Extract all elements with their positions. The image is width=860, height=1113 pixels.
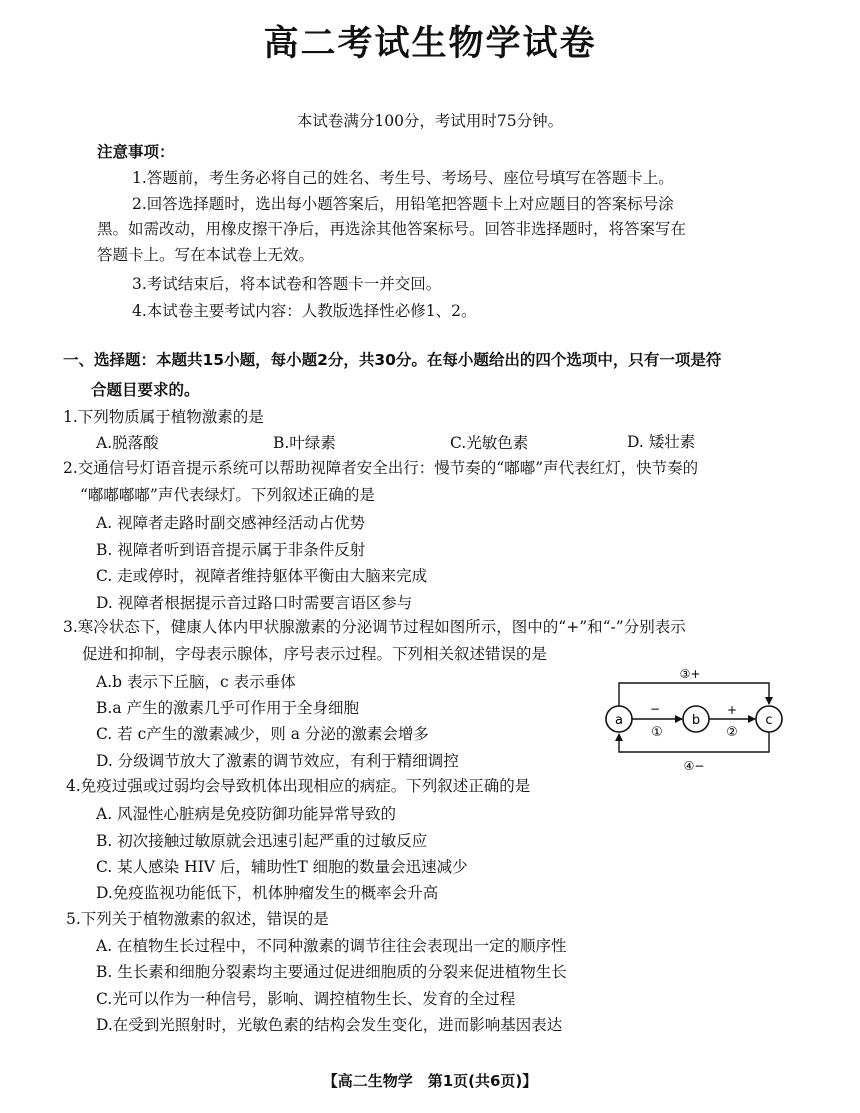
option-b: B. 视障者听到语音提示属于非条件反射 [96, 541, 366, 559]
notice-item: 1.答题前，考生务必将自己的姓名、考生号、考场号、座位号填写在答题卡上。 [132, 169, 674, 187]
option-a: A. 风湿性心脏病是免疫防御功能异常导致的 [96, 805, 397, 823]
notice-item: 3.考试结束后，将本试卷和答题卡一并交回。 [132, 275, 442, 293]
option-d: D. 分级调节放大了激素的调节效应，有利于精细调控 [96, 752, 459, 770]
arrow-bottom-label: ④− [683, 759, 705, 773]
section-heading-cont: 合题目要求的。 [91, 381, 200, 399]
option-b: B.a 产生的激素几乎可作用于全身细胞 [96, 699, 359, 717]
option-c: C.光可以作为一种信号，影响、调控植物生长、发育的全过程 [96, 990, 516, 1008]
node-a-label: a [615, 713, 623, 728]
option-b: B.叶绿素 [273, 434, 336, 452]
option-b: B. 生长素和细胞分裂素均主要通过促进细胞质的分裂来促进植物生长 [96, 963, 567, 981]
notice-item: 答题卡上。写在本试卷上无效。 [97, 246, 315, 264]
question-stem: 4.免疫过强或过弱均会导致机体出现相应的病症。下列叙述正确的是 [66, 777, 531, 795]
option-a: A. 视障者走路时副交感神经活动占优势 [96, 514, 366, 532]
option-d: D.免疫监视功能低下，机体肿瘤发生的概率会升高 [96, 884, 439, 902]
question-stem-cont: 促进和抑制，字母表示腺体，序号表示过程。下列相关叙述错误的是 [82, 645, 548, 663]
arrow-bc-sign: + [726, 703, 738, 717]
question-stem: 1.下列物质属于植物激素的是 [63, 408, 264, 426]
exam-title: 高二考试生物学试卷 [263, 24, 597, 64]
question-stem: 5.下列关于植物激素的叙述，错误的是 [66, 910, 329, 928]
notice-item: 2.回答选择题时，选出每小题答案后，用铅笔把答题卡上对应题目的答案标号涂 [132, 195, 674, 213]
option-a: A.b 表示下丘脑，c 表示垂体 [96, 673, 296, 691]
notice-heading: 注意事项： [97, 143, 175, 161]
notice-item: 黑。如需改动，用橡皮擦干净后，再选涂其他答案标号。回答非选择题时，将答案写在 [97, 220, 687, 238]
node-b-label: b [691, 713, 701, 728]
option-a: A.脱落酸 [96, 434, 159, 452]
option-c: C. 某人感染 HIV 后，辅助性T 细胞的数量会迅速减少 [96, 858, 468, 876]
option-c: C. 若 c产生的激素减少，则 a 分泌的激素会增多 [96, 725, 429, 743]
arrow-bc-number: ② [726, 725, 738, 740]
option-d: D. 视障者根据提示音过路口时需要言语区参与 [96, 594, 413, 612]
option-d: D. 矮壮素 [627, 433, 696, 451]
option-a: A. 在植物生长过程中，不同种激素的调节往往会表现出一定的顺序性 [96, 937, 567, 955]
node-c-label: c [765, 713, 773, 728]
option-b: B. 初次接触过敏原就会迅速引起严重的过敏反应 [96, 832, 428, 850]
arrow-ab-number: ① [651, 725, 663, 740]
page-footer: 【高二生物学 第1页(共6页)】 [322, 1072, 538, 1090]
arrow-a-to-c-top [619, 683, 769, 706]
option-c: C. 走或停时，视障者维持躯体平衡由大脑来完成 [96, 567, 428, 585]
question-stem: 3.寒冷状态下，健康人体内甲状腺激素的分泌调节过程如图所示，图中的“+”和“-”分别表示 [63, 618, 686, 636]
option-d: D.在受到光照射时，光敏色素的结构会发生变化，进而影响基因表达 [96, 1016, 563, 1034]
arrow-ab-sign: − [649, 702, 661, 716]
question-stem-cont: “嘟嘟嘟嘟”声代表绿灯。下列叙述正确的是 [80, 486, 375, 504]
thyroid-regulation-diagram [598, 664, 794, 776]
question-stem: 2.交通信号灯语音提示系统可以帮助视障者安全出行：慢节奏的“嘟嘟”声代表红灯，快节奏的 [63, 459, 699, 477]
arrow-top-label: ③+ [679, 667, 701, 681]
exam-subtitle: 本试卷满分100分，考试用时75分钟。 [296, 112, 564, 130]
option-c: C.光敏色素 [450, 434, 529, 452]
arrow-c-to-a-bottom [619, 732, 769, 752]
notice-item: 4.本试卷主要考试内容：人教版选择性必修1、2。 [132, 302, 477, 320]
section-heading: 一、选择题：本题共15小题，每小题2分，共30分。在每小题给出的四个选项中，只有一项是符 [63, 351, 722, 369]
